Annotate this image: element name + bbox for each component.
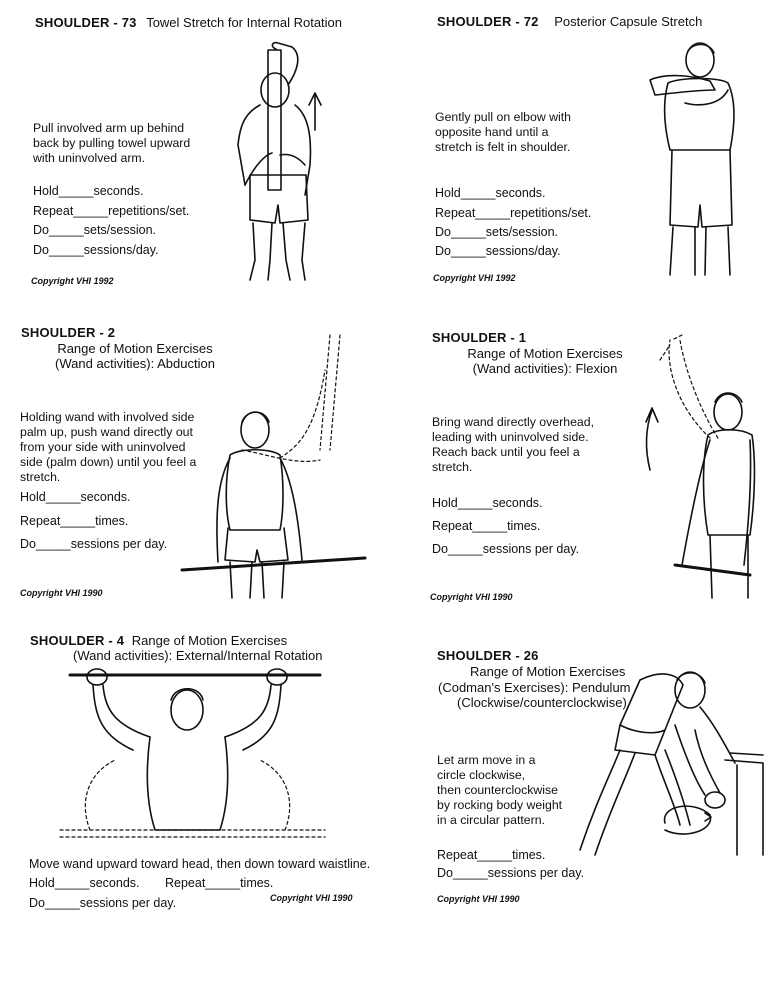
subtitle-line-3: (Clockwise/counterclockwise) [457, 695, 627, 710]
sessions-line: Do_____sessions per day. [437, 866, 585, 880]
exercise-title: Towel Stretch for Internal Rotation [146, 15, 343, 30]
exercise-code: SHOULDER - 26 [437, 648, 539, 663]
exercise-code: SHOULDER - 1 [432, 330, 527, 345]
title-shoulder-4 [30, 633, 287, 648]
repeat-line: Repeat_____times. [165, 876, 274, 890]
exercise-code: SHOULDER - 2 [21, 325, 116, 340]
subtitle-line-2: (Wand activities): Abduction [55, 356, 215, 371]
sessions-line: Do_____sessions/day. [33, 243, 159, 257]
towel-stretch-illustration [220, 35, 330, 285]
hold-line: Hold_____seconds. [29, 876, 140, 890]
title-shoulder-73 [35, 15, 342, 30]
repeat-line: Repeat_____times. [20, 514, 129, 528]
repeat-line: Repeat_____repetitions/set. [33, 204, 190, 218]
subtitle-line-2: (Codman's Exercises): Pendulum [438, 680, 631, 695]
instruction-text: Pull involved arm up behind back by pulling towel upward with uninvolved arm. [33, 121, 191, 165]
wand-flexion-illustration [640, 330, 760, 600]
subtitle-line-1: Range of Motion Exercises [467, 346, 623, 361]
copyright: Copyright VHI 1992 [31, 276, 114, 286]
sets-line: Do_____sets/session. [33, 223, 156, 237]
wand-abduction-illustration [180, 330, 370, 600]
instruction-text: Let arm move in a circle clockwise, then counterclockwise by rocking body weight in a circular pattern. [437, 753, 563, 827]
repeat-line: Repeat_____times. [437, 848, 546, 862]
copyright: Copyright VHI 1990 [437, 894, 520, 904]
hold-line: Hold_____seconds. [435, 186, 546, 200]
subtitle-line-1: Range of Motion Exercises [57, 341, 213, 356]
exercise-code: SHOULDER - 4 [30, 633, 125, 648]
subtitle-line-2: (Wand activities): External/Internal Rotation [73, 648, 323, 663]
copyright: Copyright VHI 1990 [270, 893, 353, 903]
repeat-line: Repeat_____times. [432, 519, 541, 533]
sessions-line: Do_____sessions per day. [20, 537, 168, 551]
title-shoulder-1 [432, 330, 526, 345]
exercise-code: SHOULDER - 72 [437, 14, 539, 29]
wand-rotation-illustration [55, 665, 335, 855]
hold-line: Hold_____seconds. [33, 184, 144, 198]
exercise-code: SHOULDER - 73 [35, 15, 137, 30]
subtitle-line-2: (Wand activities): Flexion [472, 361, 618, 376]
title-shoulder-72 [437, 14, 702, 29]
instruction-text: Holding wand with involved side palm up, push wand directly out from your side with uninvolved side (palm down) until you feel a stretch. [20, 410, 197, 484]
copyright: Copyright VHI 1990 [20, 588, 103, 598]
sets-line: Do_____sets/session. [435, 225, 558, 239]
pendulum-illustration [565, 655, 765, 870]
copyright: Copyright VHI 1992 [433, 273, 516, 283]
sessions-line: Do_____sessions/day. [435, 244, 561, 258]
sessions-line: Do_____sessions per day. [29, 896, 177, 910]
hold-line: Hold_____seconds. [20, 490, 131, 504]
hold-line: Hold_____seconds. [432, 496, 543, 510]
posterior-capsule-stretch-illustration [640, 35, 750, 280]
exercise-title: Posterior Capsule Stretch [554, 14, 703, 29]
subtitle-line-1: Range of Motion Exercises [131, 633, 288, 648]
repeat-line: Repeat_____repetitions/set. [435, 206, 592, 220]
instruction-text: Bring wand directly overhead, leading with uninvolved side. Reach back until you feel a stretch. [432, 415, 594, 474]
title-shoulder-2 [21, 325, 115, 340]
title-shoulder-26 [437, 648, 539, 663]
sessions-line: Do_____sessions per day. [432, 542, 580, 556]
subtitle-line-1: Range of Motion Exercises [470, 664, 626, 679]
copyright: Copyright VHI 1990 [430, 592, 513, 602]
instruction-text: Gently pull on elbow with opposite hand until a stretch is felt in shoulder. [435, 110, 572, 154]
instruction-text: Move wand upward toward head, then down toward waistline. [29, 857, 371, 871]
